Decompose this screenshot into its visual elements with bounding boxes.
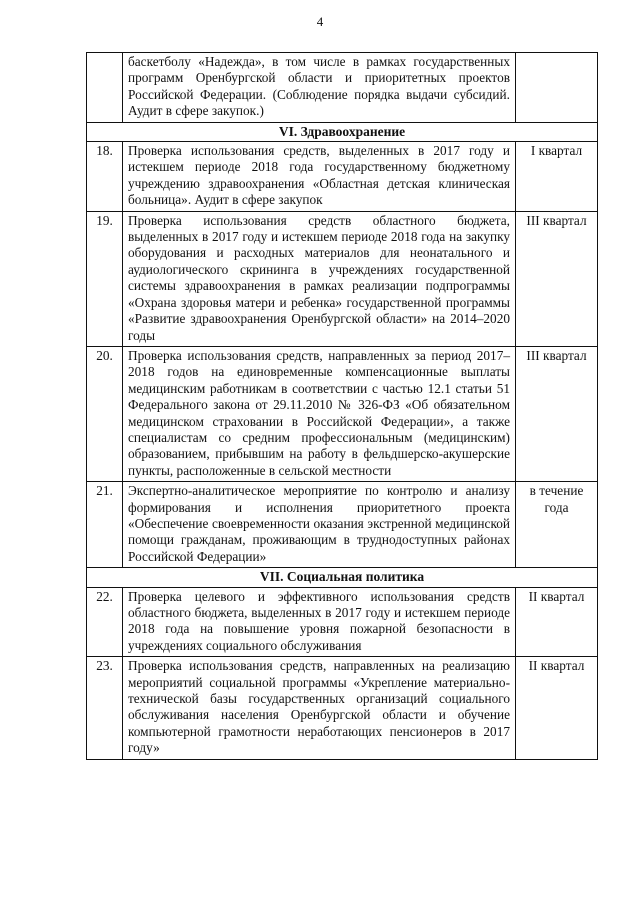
table-row	[87, 346, 598, 481]
audit-plan-table	[86, 52, 598, 760]
row-number: 19.	[87, 211, 123, 346]
row-number: 20.	[87, 346, 123, 481]
row-term: III квартал	[516, 211, 598, 346]
row-number: 18.	[87, 142, 123, 212]
table-row	[87, 657, 598, 759]
row-description: Экспертно-аналитическое мероприятие по контролю и анализу формирования и исполнения приоритетного проекта «Обеспечение своевременности оказания экстренной медицинской помощи гражданам, проживающим в труднодоступных районах Российской Федерации»	[123, 482, 516, 568]
row-description: Проверка использования средств, направленных за период 2017–2018 годов на единовременные компенсационные выплаты медицинским работникам в соответствии с частью 12.1 статьи 51 Федерального закона от 29.11.2010 № 326-ФЗ «Об обязательном медицинском страховании в Российской Федерации», а также специалистам со средним профессиональным (медицинским) образованием, прибывшим на работу в фельдшерско-акушерские пункты, расположенные в сельской местности	[123, 346, 516, 481]
section-heading-row	[87, 568, 598, 587]
section-title: VII. Социальная политика	[87, 568, 598, 587]
row-term	[516, 53, 598, 123]
table-row	[87, 142, 598, 212]
table-row	[87, 53, 598, 123]
row-description: Проверка использования средств, направленных на реализацию мероприятий социальной программы «Укрепление материально-технической базы государственных организаций социального обслуживания населения Оренбургской области и обучение компьютерной грамотности неработающих пенсионеров в 2017 году»	[123, 657, 516, 759]
row-term: II квартал	[516, 657, 598, 759]
row-term: III квартал	[516, 346, 598, 481]
table-row	[87, 211, 598, 346]
row-term: II квартал	[516, 587, 598, 657]
row-description: Проверка использования средств, выделенных в 2017 году и истекшем периоде 2018 года государственному бюджетному учреждению здравоохранения «Областная детская клиническая больница». Аудит в сфере закупок	[123, 142, 516, 212]
section-title: VI. Здравоохранение	[87, 122, 598, 141]
row-term: в течение года	[516, 482, 598, 568]
table-row	[87, 587, 598, 657]
row-description: баскетболу «Надежда», в том числе в рамках государственных программ Оренбургской области и приоритетных проектов Российской Федерации. (Соблюдение порядка выдачи субсидий. Аудит в сфере закупок.)	[123, 53, 516, 123]
row-description: Проверка использования средств областного бюджета, выделенных в 2017 году и истекшем периоде 2018 года на закупку оборудования и расходных материалов для неонатального и аудиологического скрининга в учреждениях государственной системы здравоохранения в рамках реализации подпрограммы «Охрана здоровья матери и ребенка» государственной программы «Развитие здравоохранения Оренбургской области» на 2014–2020 годы	[123, 211, 516, 346]
row-number: 22.	[87, 587, 123, 657]
page-number: 4	[316, 14, 324, 29]
row-description: Проверка целевого и эффективного использования средств областного бюджета, выделенных в 2017 году и истекшем периоде 2018 года на повышение уровня пожарной безопасности в учреждениях социального обслуживания	[123, 587, 516, 657]
row-number: 21.	[87, 482, 123, 568]
table-row	[87, 482, 598, 568]
row-number: 23.	[87, 657, 123, 759]
row-number	[87, 53, 123, 123]
section-heading-row	[87, 122, 598, 141]
row-term: I квартал	[516, 142, 598, 212]
